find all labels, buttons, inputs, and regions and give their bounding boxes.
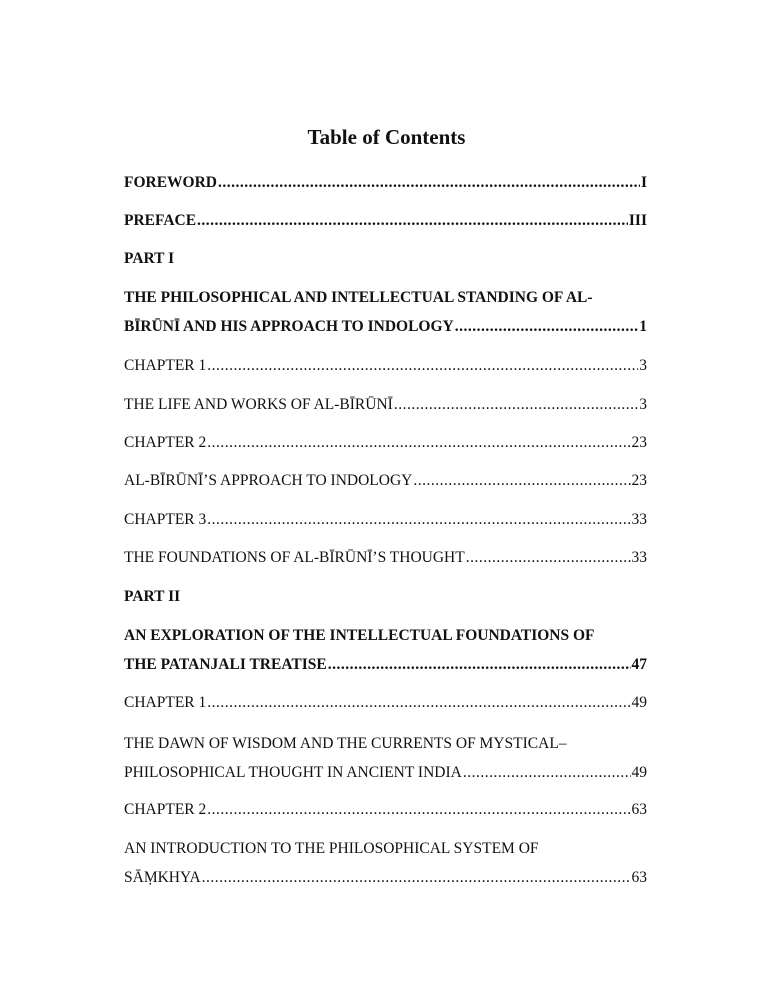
toc-entry-label: THE LIFE AND WORKS OF AL-BĪRŪNĪ — [124, 396, 393, 413]
toc-part-heading — [124, 585, 647, 609]
toc-entry-chapter-title[interactable] — [124, 866, 647, 890]
toc-entry-chapter[interactable] — [124, 798, 647, 822]
toc-entry-foreword[interactable] — [124, 171, 647, 195]
toc-entry-label: CHAPTER 1 — [124, 694, 207, 711]
toc-entry-chapter-title[interactable] — [124, 469, 647, 493]
dot-leader — [207, 798, 630, 822]
page-title: Table of Contents — [307, 125, 466, 149]
toc-entry-label: FOREWORD — [124, 174, 217, 191]
toc-entry-label: PART II — [124, 588, 181, 605]
dot-leader — [463, 761, 631, 785]
toc-entry-label: THE PHILOSOPHICAL AND INTELLECTUAL STANDING OF AL- — [124, 289, 593, 306]
toc-entry-page: 23 — [631, 472, 647, 489]
toc-entry-page: 33 — [631, 549, 647, 566]
toc-entry-label: AN EXPLORATION OF THE INTELLECTUAL FOUNDATIONS OF — [124, 627, 595, 644]
toc-entry-page: 49 — [631, 764, 647, 781]
toc-entry-label: PART I — [124, 250, 175, 267]
toc-entry-page: 3 — [639, 357, 647, 374]
dot-leader — [207, 508, 630, 532]
toc-entry-page: 63 — [631, 869, 647, 886]
toc-entry-label: CHAPTER 2 — [124, 801, 207, 818]
toc-entry-label: THE FOUNDATIONS OF AL-BĪRŪNĪ’S THOUGHT — [124, 549, 465, 566]
toc-entry-chapter[interactable] — [124, 508, 647, 532]
toc-entry-label: AL-BĪRŪNĪ’S APPROACH TO INDOLOGY — [124, 472, 413, 489]
toc-entry-label: CHAPTER 3 — [124, 511, 207, 528]
dot-leader — [466, 546, 631, 570]
toc-entry-chapter-title[interactable] — [124, 546, 647, 570]
toc-entry-label: THE PATANJALI TREATISE — [124, 656, 327, 673]
toc-entry-label: BĪRŪNĪ AND HIS APPROACH TO INDOLOGY — [124, 318, 454, 335]
toc-entry-page: 23 — [631, 434, 647, 451]
toc-chapter-title-line — [124, 732, 647, 756]
toc-entry-part-1-title[interactable] — [124, 315, 647, 339]
toc-entry-label: SĀṂKHYA — [124, 869, 201, 886]
toc-entry-part-2-title[interactable] — [124, 653, 647, 677]
toc-entry-label: CHAPTER 2 — [124, 434, 207, 451]
toc-entry-label: PREFACE — [124, 212, 197, 229]
toc-entry-page: 47 — [631, 656, 647, 673]
toc-entry-chapter[interactable] — [124, 354, 647, 378]
toc-entry-page: 3 — [639, 396, 647, 413]
toc-entry-label: PHILOSOPHICAL THOUGHT IN ANCIENT INDIA — [124, 764, 462, 781]
dot-leader — [202, 866, 631, 890]
dot-leader — [197, 209, 628, 233]
toc-part-heading — [124, 247, 647, 271]
toc-entry-page: 1 — [639, 318, 647, 335]
toc-entry-page: 63 — [631, 801, 647, 818]
toc-entry-chapter[interactable] — [124, 691, 647, 715]
toc-entry-preface[interactable] — [124, 209, 647, 233]
toc-part-title-line — [124, 624, 647, 648]
toc-entry-page: III — [628, 212, 647, 229]
toc-entry-page: I — [640, 174, 647, 191]
dot-leader — [207, 691, 630, 715]
dot-leader — [413, 469, 630, 493]
dot-leader — [207, 354, 638, 378]
dot-leader — [218, 171, 640, 195]
toc-entry-chapter-title[interactable] — [124, 393, 647, 417]
dot-leader — [455, 315, 639, 339]
dot-leader — [207, 431, 630, 455]
toc-entry-page: 49 — [631, 694, 647, 711]
toc-entry-label: THE DAWN OF WISDOM AND THE CURRENTS OF MYSTICAL– — [124, 735, 567, 752]
dot-leader — [328, 653, 631, 677]
toc-entry-page: 33 — [631, 511, 647, 528]
toc-entry-label: CHAPTER 1 — [124, 357, 207, 374]
toc-entry-label: AN INTRODUCTION TO THE PHILOSOPHICAL SYSTEM OF — [124, 840, 539, 857]
toc-part-title-line — [124, 286, 647, 310]
dot-leader — [394, 393, 638, 417]
toc-entry-chapter[interactable] — [124, 431, 647, 455]
toc-entry-chapter-title[interactable] — [124, 761, 647, 785]
toc-chapter-title-line — [124, 837, 647, 861]
